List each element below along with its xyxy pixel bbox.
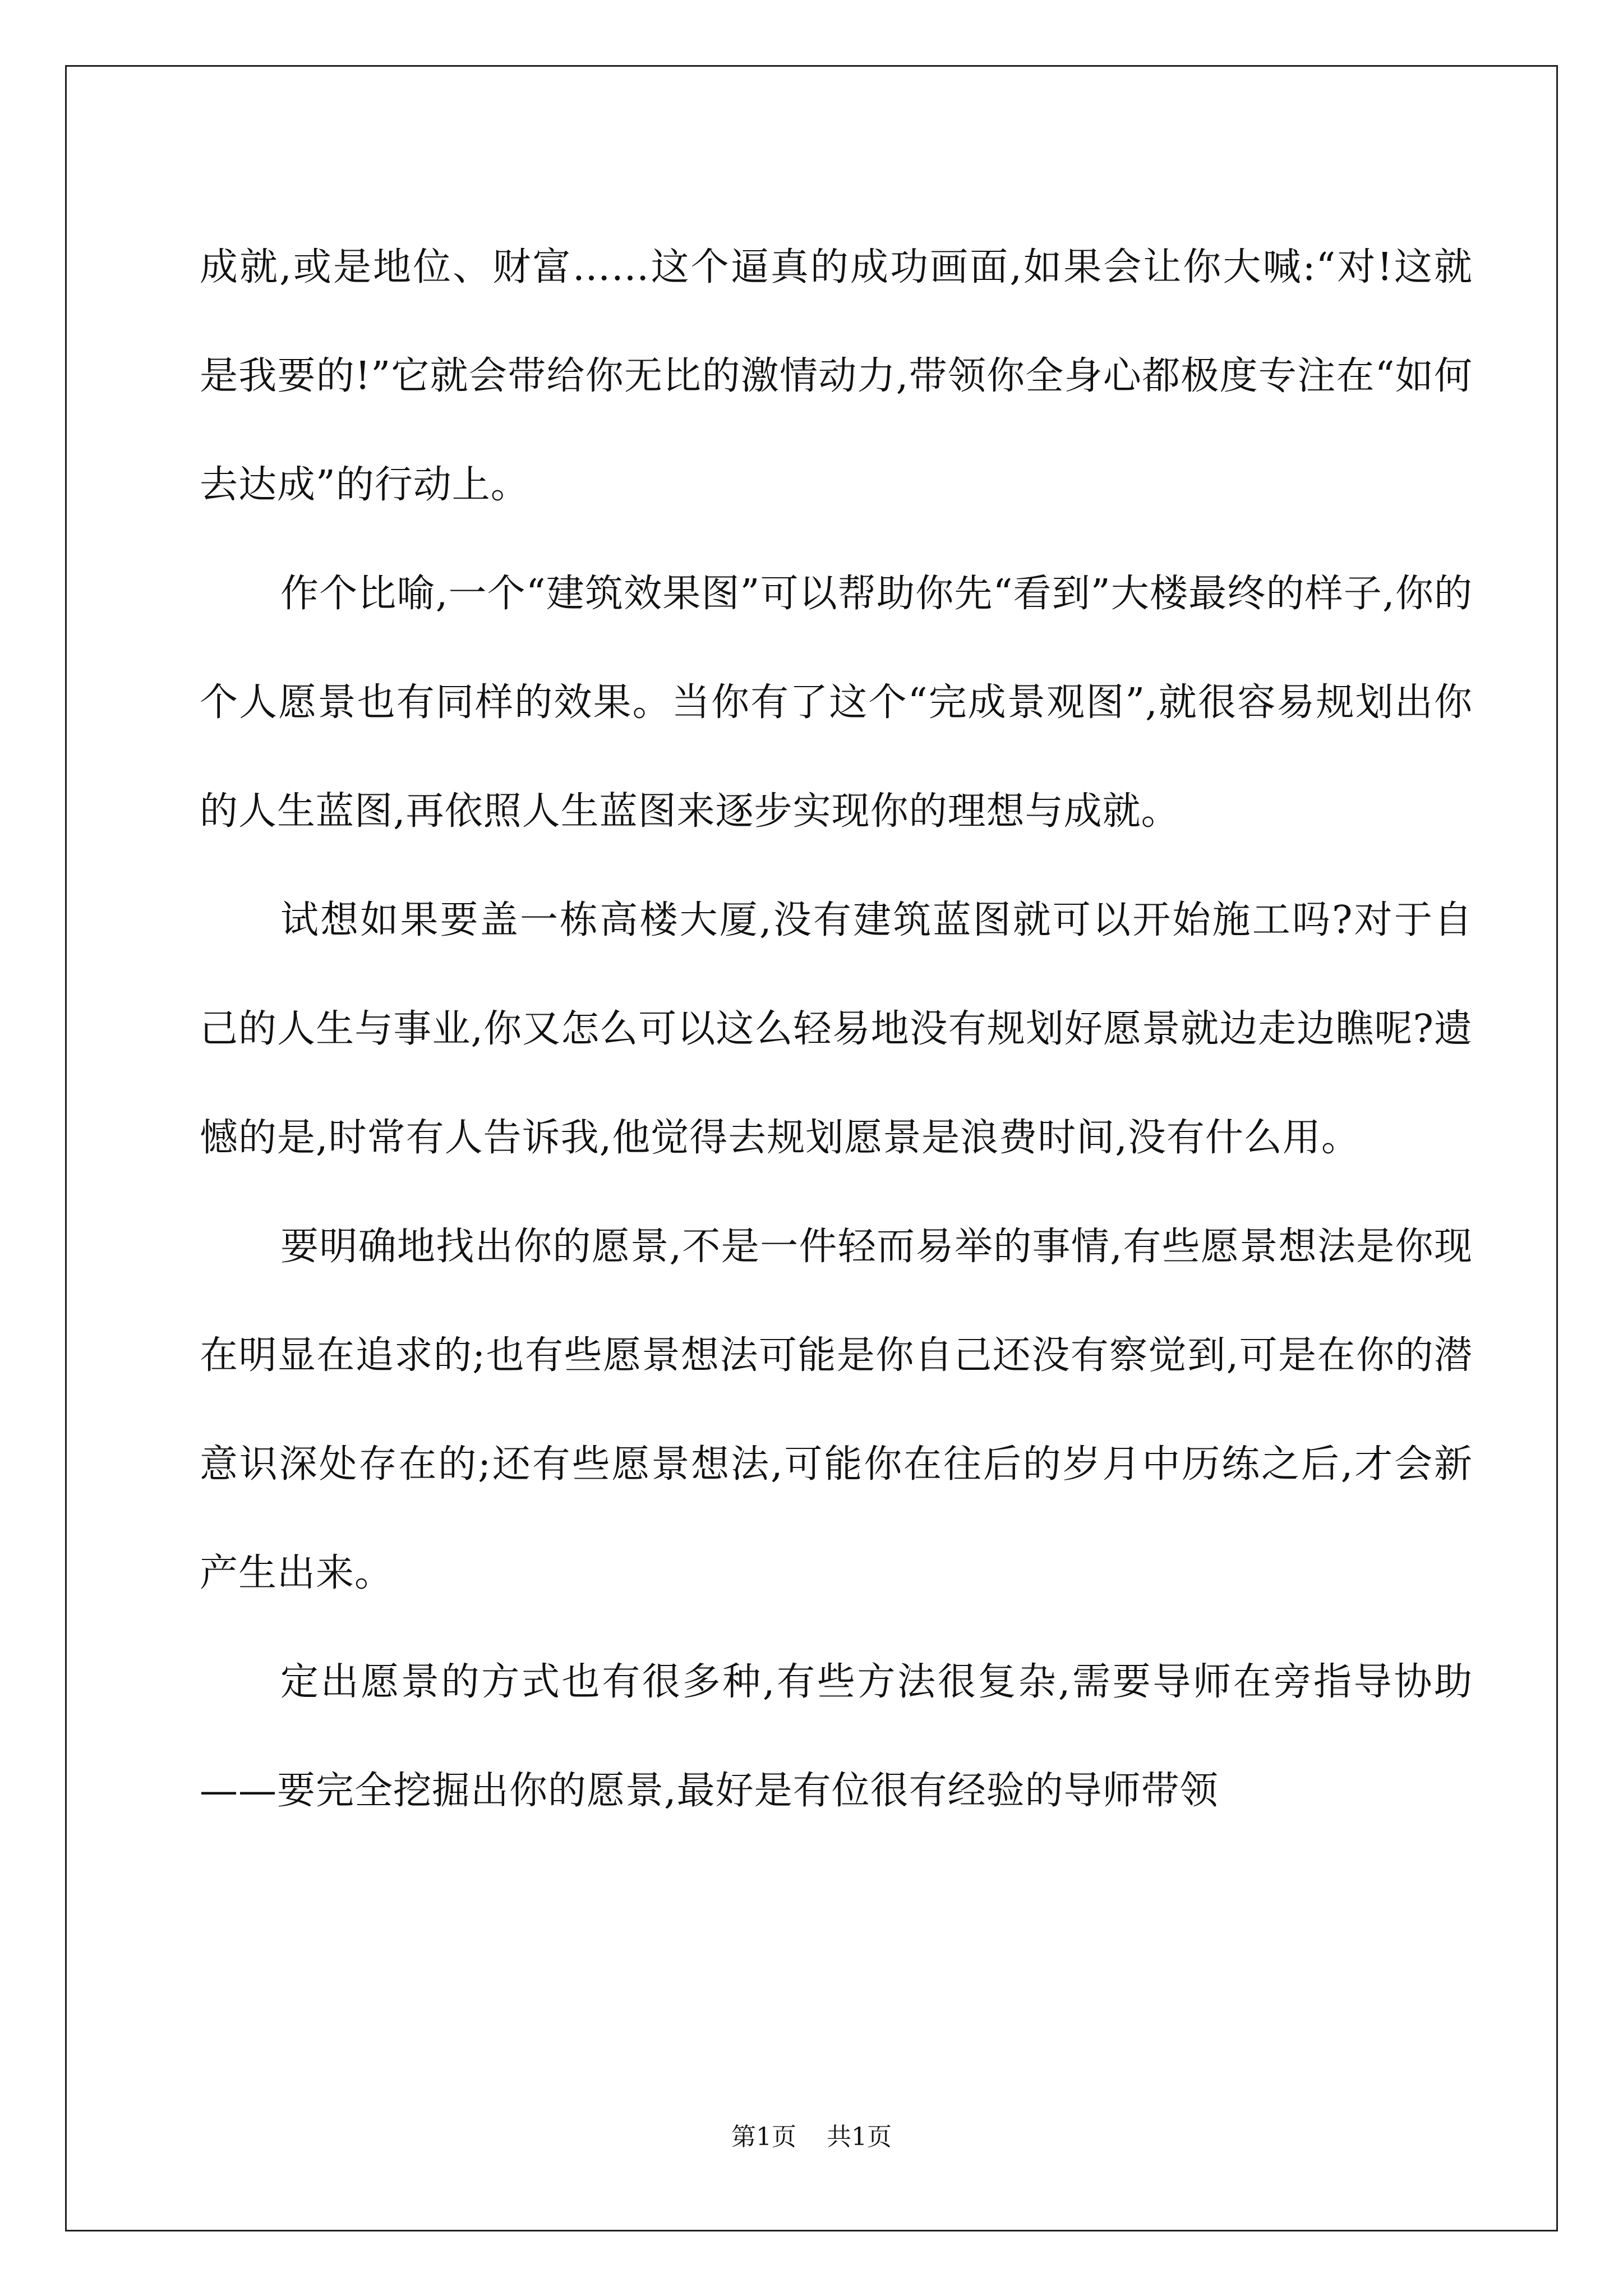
paragraph-5: 定出愿景的方式也有很多种,有些方法很复杂,需要导师在旁指导协助——要完全挖掘出你的愿景,最好是有位很有经验的导师带领: [200, 1660, 1473, 1813]
paragraph-4: 要明确地找出你的愿景,不是一件轻而易举的事情,有些愿景想法是你现在明显在追求的;也有些愿景想法可能是你自己还没有察觉到,可是在你的潜意识深处存在的;还有些愿景想法,可能你在往后的岁月中历练之后,才会新产生出来。: [200, 1225, 1473, 1595]
page-footer: [0, 2120, 1623, 2154]
paragraph-1: 成就,或是地位、财富……这个逼真的成功画面,如果会让你大喊:“对!这就是我要的!”它就会带给你无比的激情动力,带领你全身心都极度专注在“如何去达成”的行动上。: [200, 245, 1473, 507]
paragraph-3: 试想如果要盖一栋高楼大厦,没有建筑蓝图就可以开始施工吗?对于自己的人生与事业,你又怎么可以这么轻易地没有规划好愿景就边走边瞧呢?遗憾的是,时常有人告诉我,他觉得去规划愿景是浪费时间,没有什么用。: [200, 898, 1473, 1160]
paragraph-2: 作个比喻,一个“建筑效果图”可以帮助你先“看到”大楼最终的样子,你的个人愿景也有同样的效果。当你有了这个“完成景观图”,就很容易规划出你的人生蓝图,再依照人生蓝图来逐步实现你的理想与成就。: [200, 572, 1473, 834]
page-total: 共1页: [827, 2123, 892, 2151]
document-body: [200, 213, 1473, 1846]
page-number: 第1页: [731, 2123, 796, 2151]
